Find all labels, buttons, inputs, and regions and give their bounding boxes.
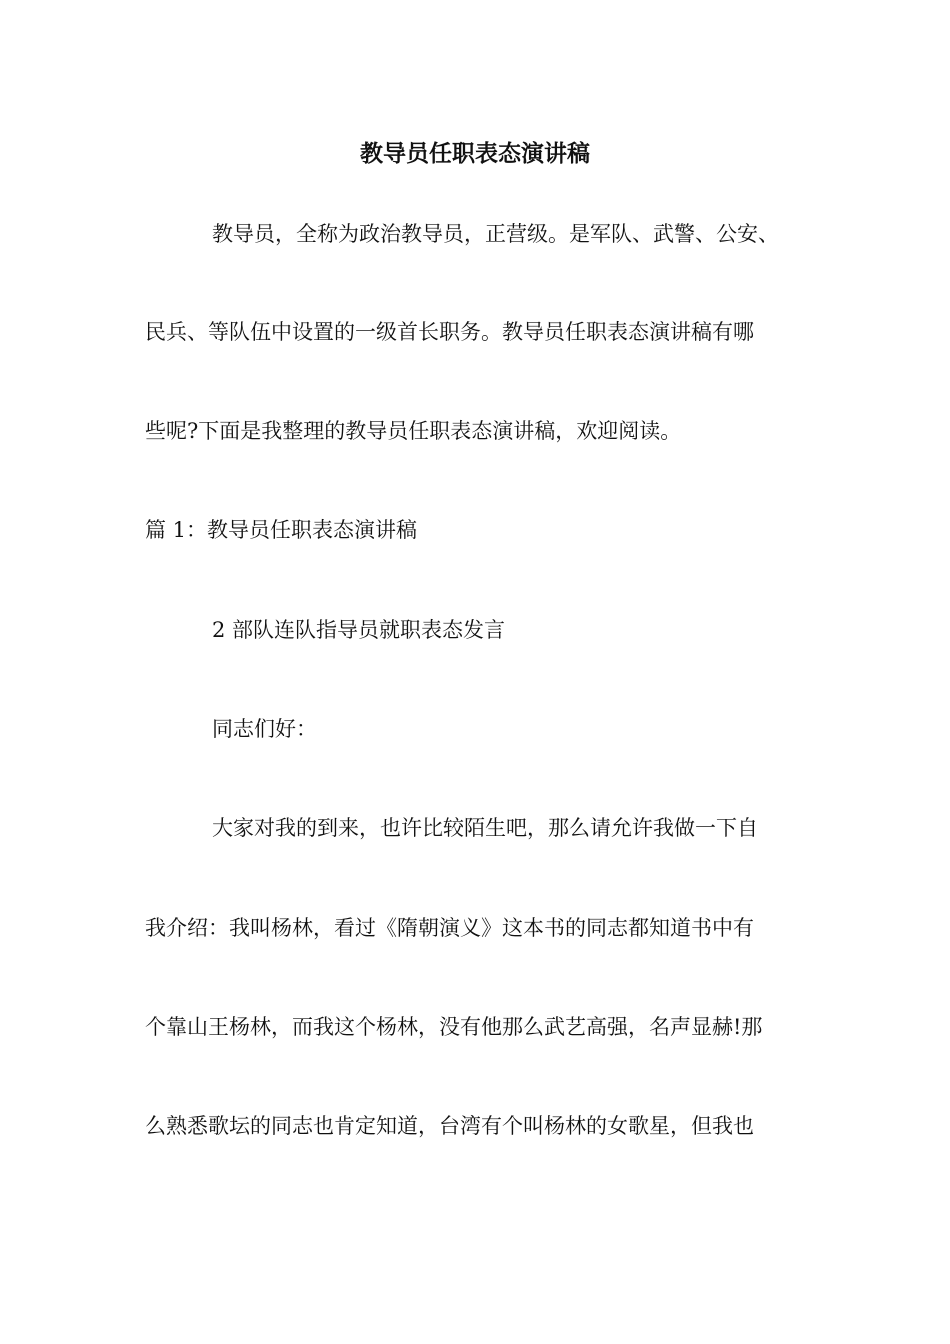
paragraph-line: 么熟悉歌坛的同志也肯定知道，台湾有个叫杨林的女歌星，但我也	[145, 1114, 754, 1138]
subheading: 2 部队连队指导员就职表态发言	[212, 618, 506, 642]
paragraph-line: 些呢?下面是我整理的教导员任职表态演讲稿，欢迎阅读。	[145, 419, 682, 443]
paragraph-line: 个靠山王杨林，而我这个杨林，没有他那么武艺高强，名声显赫!那	[145, 1015, 763, 1039]
paragraph-line: 教导员，全称为政治教导员，正营级。是军队、武警、公安、	[212, 222, 779, 246]
document-title: 教导员任职表态演讲稿	[360, 140, 590, 167]
section-heading: 篇 1：教导员任职表态演讲稿	[145, 518, 418, 542]
paragraph-line: 大家对我的到来，也许比较陌生吧，那么请允许我做一下自	[212, 816, 758, 840]
paragraph-line: 我介绍：我叫杨林，看过《隋朝演义》这本书的同志都知道书中有	[145, 916, 754, 940]
paragraph-line: 民兵、等队伍中设置的一级首长职务。教导员任职表态演讲稿有哪	[145, 320, 754, 344]
salutation: 同志们好：	[212, 717, 317, 741]
